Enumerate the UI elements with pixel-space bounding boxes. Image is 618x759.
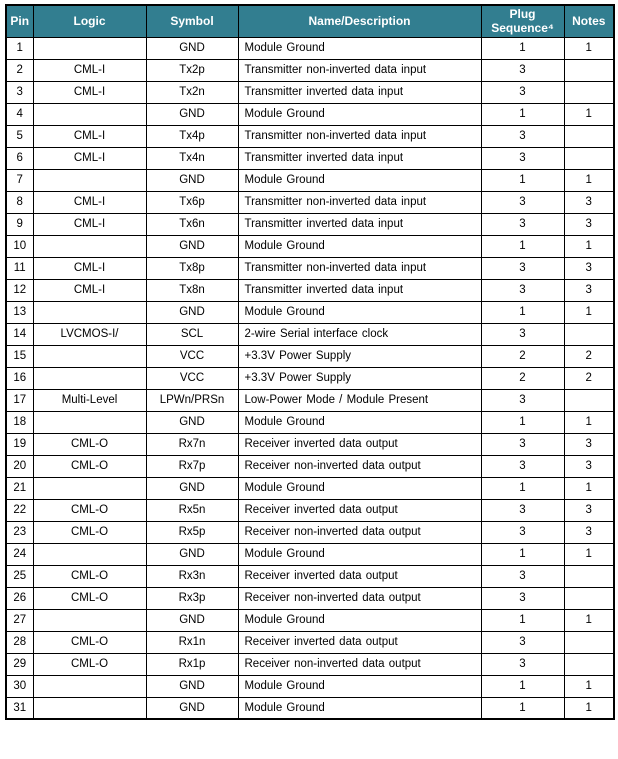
table-row	[6, 213, 614, 235]
cell-description: Module Ground	[238, 37, 481, 59]
cell-plug-sequence: 3	[481, 81, 564, 103]
cell-logic	[33, 697, 146, 719]
cell-description: Module Ground	[238, 609, 481, 631]
cell-symbol: GND	[146, 609, 238, 631]
cell-logic: CML-O	[33, 455, 146, 477]
cell-plug-sequence: 3	[481, 59, 564, 81]
cell-description: Receiver non-inverted data output	[238, 587, 481, 609]
cell-description: Transmitter inverted data input	[238, 81, 481, 103]
cell-description: Transmitter non-inverted data input	[238, 257, 481, 279]
cell-notes: 1	[564, 609, 614, 631]
cell-logic	[33, 675, 146, 697]
cell-pin: 1	[6, 37, 33, 59]
cell-logic	[33, 411, 146, 433]
cell-pin: 13	[6, 301, 33, 323]
column-header-notes: Notes	[564, 5, 614, 37]
cell-notes	[564, 125, 614, 147]
cell-plug-sequence: 1	[481, 675, 564, 697]
cell-description: Receiver non-inverted data output	[238, 653, 481, 675]
table-row	[6, 455, 614, 477]
cell-description: Module Ground	[238, 675, 481, 697]
cell-pin: 5	[6, 125, 33, 147]
cell-plug-sequence: 1	[481, 169, 564, 191]
cell-symbol: Rx1p	[146, 653, 238, 675]
cell-notes	[564, 81, 614, 103]
cell-description: Receiver inverted data output	[238, 433, 481, 455]
cell-plug-sequence: 1	[481, 37, 564, 59]
cell-plug-sequence: 1	[481, 103, 564, 125]
cell-plug-sequence: 1	[481, 697, 564, 719]
cell-description: Module Ground	[238, 103, 481, 125]
cell-description: Low-Power Mode / Module Present	[238, 389, 481, 411]
cell-pin: 18	[6, 411, 33, 433]
cell-notes: 1	[564, 235, 614, 257]
cell-symbol: Rx5p	[146, 521, 238, 543]
cell-symbol: Rx5n	[146, 499, 238, 521]
cell-symbol: Tx6n	[146, 213, 238, 235]
table-row	[6, 499, 614, 521]
cell-description: Transmitter inverted data input	[238, 279, 481, 301]
cell-logic: CML-I	[33, 81, 146, 103]
column-header-plug-sequence: Plug Sequence⁴	[481, 5, 564, 37]
cell-logic	[33, 169, 146, 191]
table-row	[6, 235, 614, 257]
cell-pin: 4	[6, 103, 33, 125]
cell-logic: CML-I	[33, 257, 146, 279]
cell-symbol: GND	[146, 169, 238, 191]
cell-notes: 1	[564, 477, 614, 499]
cell-logic	[33, 235, 146, 257]
cell-plug-sequence: 3	[481, 279, 564, 301]
cell-pin: 14	[6, 323, 33, 345]
cell-pin: 12	[6, 279, 33, 301]
table-row	[6, 543, 614, 565]
cell-logic	[33, 477, 146, 499]
cell-description: Module Ground	[238, 477, 481, 499]
cell-pin: 6	[6, 147, 33, 169]
table-row	[6, 411, 614, 433]
cell-plug-sequence: 3	[481, 433, 564, 455]
cell-notes: 3	[564, 455, 614, 477]
cell-symbol: SCL	[146, 323, 238, 345]
cell-plug-sequence: 3	[481, 653, 564, 675]
cell-description: +3.3V Power Supply	[238, 367, 481, 389]
cell-description: +3.3V Power Supply	[238, 345, 481, 367]
cell-notes: 1	[564, 411, 614, 433]
cell-pin: 7	[6, 169, 33, 191]
cell-symbol: Rx1n	[146, 631, 238, 653]
cell-pin: 23	[6, 521, 33, 543]
table-row	[6, 675, 614, 697]
table-row	[6, 565, 614, 587]
cell-plug-sequence: 3	[481, 191, 564, 213]
cell-pin: 3	[6, 81, 33, 103]
cell-description: Receiver inverted data output	[238, 631, 481, 653]
table-row	[6, 521, 614, 543]
cell-logic: CML-O	[33, 587, 146, 609]
cell-logic: Multi-Level	[33, 389, 146, 411]
cell-description: Transmitter non-inverted data input	[238, 125, 481, 147]
cell-notes	[564, 389, 614, 411]
cell-symbol: Rx3p	[146, 587, 238, 609]
table-header	[6, 5, 614, 37]
cell-logic	[33, 367, 146, 389]
cell-symbol: VCC	[146, 367, 238, 389]
table-row	[6, 125, 614, 147]
table-row	[6, 169, 614, 191]
cell-notes: 3	[564, 499, 614, 521]
cell-symbol: GND	[146, 301, 238, 323]
cell-logic: CML-O	[33, 433, 146, 455]
cell-notes	[564, 565, 614, 587]
table-row	[6, 103, 614, 125]
cell-symbol: Tx4n	[146, 147, 238, 169]
cell-symbol: VCC	[146, 345, 238, 367]
cell-description: Receiver non-inverted data output	[238, 521, 481, 543]
cell-plug-sequence: 1	[481, 477, 564, 499]
cell-description: Transmitter non-inverted data input	[238, 191, 481, 213]
cell-notes: 3	[564, 279, 614, 301]
cell-pin: 30	[6, 675, 33, 697]
cell-notes: 3	[564, 433, 614, 455]
cell-plug-sequence: 3	[481, 565, 564, 587]
cell-notes: 3	[564, 257, 614, 279]
cell-logic: CML-I	[33, 279, 146, 301]
table-row	[6, 697, 614, 719]
cell-logic	[33, 301, 146, 323]
table-row	[6, 345, 614, 367]
cell-pin: 22	[6, 499, 33, 521]
cell-symbol: Tx6p	[146, 191, 238, 213]
cell-symbol: GND	[146, 477, 238, 499]
cell-description: Module Ground	[238, 235, 481, 257]
cell-symbol: Tx2p	[146, 59, 238, 81]
cell-pin: 29	[6, 653, 33, 675]
table-row	[6, 279, 614, 301]
table-row	[6, 37, 614, 59]
cell-description: Transmitter non-inverted data input	[238, 59, 481, 81]
cell-plug-sequence: 3	[481, 587, 564, 609]
header-row	[6, 5, 614, 37]
cell-notes: 1	[564, 675, 614, 697]
cell-plug-sequence: 3	[481, 631, 564, 653]
cell-plug-sequence: 2	[481, 367, 564, 389]
cell-logic	[33, 609, 146, 631]
cell-description: Module Ground	[238, 301, 481, 323]
table-row	[6, 257, 614, 279]
cell-description: Receiver inverted data output	[238, 499, 481, 521]
cell-plug-sequence: 3	[481, 521, 564, 543]
cell-notes: 2	[564, 345, 614, 367]
cell-logic	[33, 37, 146, 59]
cell-description: Module Ground	[238, 697, 481, 719]
cell-plug-sequence: 1	[481, 543, 564, 565]
cell-description: Module Ground	[238, 169, 481, 191]
cell-pin: 19	[6, 433, 33, 455]
cell-logic: CML-O	[33, 565, 146, 587]
cell-logic	[33, 345, 146, 367]
cell-pin: 27	[6, 609, 33, 631]
cell-description: 2-wire Serial interface clock	[238, 323, 481, 345]
cell-notes: 2	[564, 367, 614, 389]
cell-pin: 20	[6, 455, 33, 477]
table-row	[6, 59, 614, 81]
cell-logic: CML-I	[33, 125, 146, 147]
cell-plug-sequence: 3	[481, 147, 564, 169]
cell-pin: 9	[6, 213, 33, 235]
cell-notes: 3	[564, 191, 614, 213]
cell-plug-sequence: 1	[481, 235, 564, 257]
cell-pin: 10	[6, 235, 33, 257]
cell-notes	[564, 323, 614, 345]
cell-symbol: Rx7p	[146, 455, 238, 477]
cell-symbol: Rx7n	[146, 433, 238, 455]
cell-notes: 1	[564, 169, 614, 191]
table-row	[6, 323, 614, 345]
cell-symbol: GND	[146, 675, 238, 697]
cell-pin: 28	[6, 631, 33, 653]
cell-logic	[33, 103, 146, 125]
cell-symbol: LPWn/PRSn	[146, 389, 238, 411]
cell-logic: CML-I	[33, 191, 146, 213]
cell-notes: 1	[564, 697, 614, 719]
column-header-logic: Logic	[33, 5, 146, 37]
cell-description: Transmitter inverted data input	[238, 147, 481, 169]
cell-pin: 31	[6, 697, 33, 719]
table-row	[6, 433, 614, 455]
table-row	[6, 631, 614, 653]
cell-logic: CML-O	[33, 653, 146, 675]
cell-plug-sequence: 3	[481, 125, 564, 147]
cell-notes: 1	[564, 103, 614, 125]
cell-notes	[564, 147, 614, 169]
cell-plug-sequence: 1	[481, 411, 564, 433]
cell-notes: 1	[564, 301, 614, 323]
table-row	[6, 191, 614, 213]
table-row	[6, 389, 614, 411]
cell-notes	[564, 587, 614, 609]
cell-pin: 25	[6, 565, 33, 587]
cell-symbol: GND	[146, 543, 238, 565]
cell-pin: 15	[6, 345, 33, 367]
cell-plug-sequence: 3	[481, 323, 564, 345]
cell-pin: 8	[6, 191, 33, 213]
cell-logic: CML-I	[33, 59, 146, 81]
cell-description: Module Ground	[238, 543, 481, 565]
cell-pin: 11	[6, 257, 33, 279]
cell-pin: 26	[6, 587, 33, 609]
cell-logic: CML-O	[33, 631, 146, 653]
cell-pin: 17	[6, 389, 33, 411]
cell-logic: CML-O	[33, 521, 146, 543]
cell-notes	[564, 631, 614, 653]
cell-notes	[564, 59, 614, 81]
cell-symbol: Tx8p	[146, 257, 238, 279]
cell-symbol: Tx8n	[146, 279, 238, 301]
cell-logic: LVCMOS-I/	[33, 323, 146, 345]
cell-symbol: Tx4p	[146, 125, 238, 147]
cell-logic: CML-I	[33, 213, 146, 235]
cell-notes: 1	[564, 37, 614, 59]
cell-symbol: GND	[146, 235, 238, 257]
cell-notes: 3	[564, 521, 614, 543]
cell-symbol: Rx3n	[146, 565, 238, 587]
cell-logic: CML-O	[33, 499, 146, 521]
cell-symbol: GND	[146, 37, 238, 59]
cell-notes: 3	[564, 213, 614, 235]
table-body	[6, 37, 614, 719]
cell-symbol: GND	[146, 411, 238, 433]
cell-logic: CML-I	[33, 147, 146, 169]
cell-notes	[564, 653, 614, 675]
table-row	[6, 147, 614, 169]
cell-pin: 24	[6, 543, 33, 565]
cell-pin: 2	[6, 59, 33, 81]
cell-description: Receiver non-inverted data output	[238, 455, 481, 477]
cell-symbol: GND	[146, 103, 238, 125]
column-header-name: Name/Description	[238, 5, 481, 37]
cell-description: Receiver inverted data output	[238, 565, 481, 587]
cell-logic	[33, 543, 146, 565]
pin-description-table	[5, 4, 615, 720]
cell-pin: 21	[6, 477, 33, 499]
cell-plug-sequence: 3	[481, 499, 564, 521]
cell-plug-sequence: 1	[481, 301, 564, 323]
table-row	[6, 587, 614, 609]
table-row	[6, 301, 614, 323]
table-row	[6, 609, 614, 631]
cell-plug-sequence: 3	[481, 257, 564, 279]
cell-plug-sequence: 2	[481, 345, 564, 367]
table-row	[6, 477, 614, 499]
table-row	[6, 81, 614, 103]
cell-plug-sequence: 1	[481, 609, 564, 631]
cell-plug-sequence: 3	[481, 213, 564, 235]
cell-description: Transmitter inverted data input	[238, 213, 481, 235]
cell-notes: 1	[564, 543, 614, 565]
cell-plug-sequence: 3	[481, 455, 564, 477]
cell-plug-sequence: 3	[481, 389, 564, 411]
column-header-pin: Pin	[6, 5, 33, 37]
column-header-symbol: Symbol	[146, 5, 238, 37]
cell-symbol: Tx2n	[146, 81, 238, 103]
table-row	[6, 653, 614, 675]
table-row	[6, 367, 614, 389]
cell-symbol: GND	[146, 697, 238, 719]
cell-description: Module Ground	[238, 411, 481, 433]
cell-pin: 16	[6, 367, 33, 389]
